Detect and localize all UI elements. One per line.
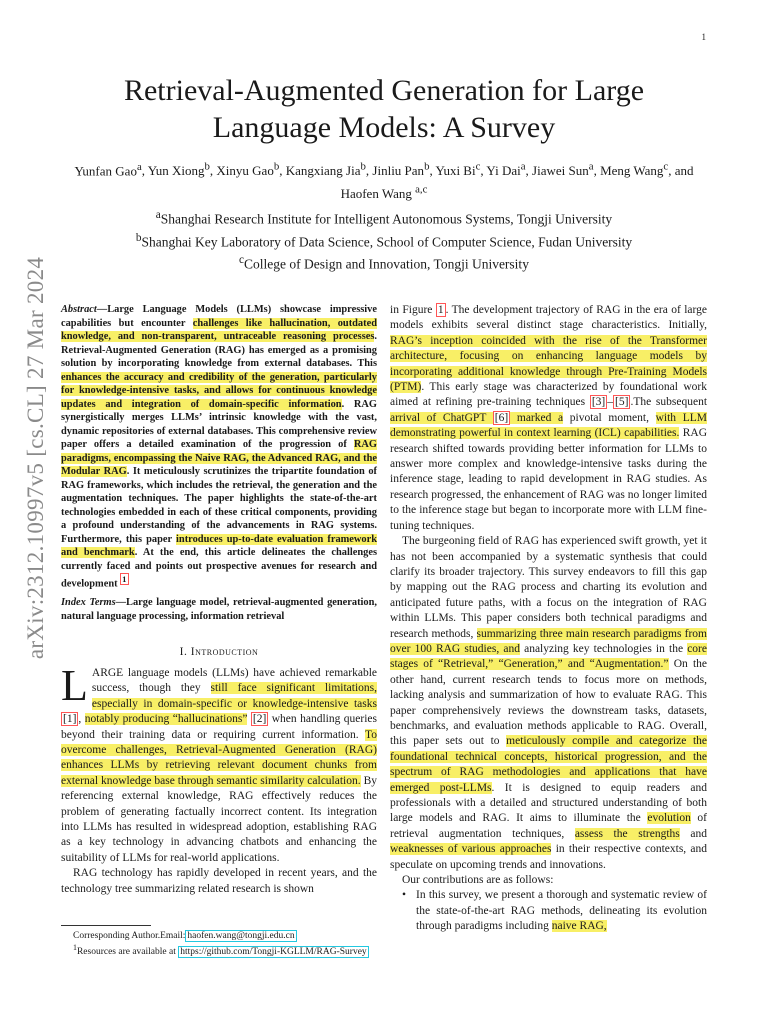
corresponding-label: Corresponding Author.Email:	[73, 931, 186, 941]
highlighted-text: enhances the accuracy and credibility of the generation, particularly for knowledge-intensive tasks, and allows for continuous knowledge updates and integration of domain-specific information	[61, 371, 377, 410]
affiliation-text: Shanghai Research Institute for Intelligent Autonomous Systems, Tongji University	[160, 211, 613, 227]
text-run: . It is designed to equip readers and professionals with a detailed and structured understanding of both large models and RAG. It aims to illuminate the	[390, 781, 707, 825]
citation-link[interactable]: [5]	[615, 396, 629, 409]
intro-paragraph-1	[61, 661, 378, 866]
author-affil-mark: a	[136, 161, 142, 173]
citation-link[interactable]: [3]	[591, 396, 606, 409]
highlighted-text: summarizing three main research paradigms from over 100 RAG studies, and	[390, 627, 707, 655]
index-terms	[61, 596, 377, 623]
abstract-body	[61, 304, 377, 589]
author-list	[70, 158, 698, 203]
arxiv-stamp	[16, 250, 56, 700]
citation-link[interactable]: [2]	[252, 713, 267, 726]
email-link[interactable]: haofen.wang@tongji.edu.cn	[187, 931, 295, 941]
text-run: of retrieval augmentation techniques,	[390, 812, 707, 840]
text-run: ARGE language models (LLMs) have achieved remarkable success, though they	[91, 667, 377, 695]
index-terms-text: —Large language model, retrieval-augmented generation, natural language processing, information retrieval	[61, 597, 377, 622]
text-run: .The subsequent	[630, 396, 708, 409]
highlighted-text: core stages of “Retrieval,” “Generation,” and “Augmentation.”	[390, 642, 707, 671]
affiliation-line	[90, 251, 678, 274]
highlighted-text: To overcome challenges, Retrieval-Augmented Generation (RAG) enhances LLMs by retrieving relevant document chunks from external knowledge base through semantic similarity calculation.	[61, 728, 377, 787]
author-affil-mark: b	[360, 161, 366, 173]
author-name: , Jiawei Sun	[525, 163, 589, 179]
highlighted-text: arrival of ChatGPT	[390, 411, 493, 424]
highlighted-text: evolution	[647, 812, 691, 825]
arxiv-stamp-text: arXiv:2312.10997v5 [cs.CL] 27 Mar 2024	[23, 256, 48, 660]
text-run: . The development trajectory of RAG in the era of large models exhibits several distinct stage characteristics. Initially,	[390, 304, 707, 332]
github-link[interactable]: https://github.com/Tongji-KGLLM/RAG-Survey	[180, 947, 367, 958]
author-name: , and Haofen Wang	[340, 163, 694, 201]
introduction-column	[61, 661, 378, 897]
text-run: and	[679, 827, 707, 840]
author-affil-mark: c	[475, 161, 481, 173]
citation-link[interactable]: 1	[437, 304, 444, 316]
author-name: , Yi Dai	[480, 163, 521, 179]
highlighted-text: marked a	[510, 411, 564, 424]
author-name: , Yun Xiong	[141, 163, 205, 179]
right-paragraph-2	[390, 534, 707, 873]
highlighted-text: meticulously compile and categorize the foundational technical concepts, historical progression, and the spectrum of RAG methodologies and applications that have emerged post-LLMs	[390, 735, 707, 794]
text-run: when handling queries beyond their training data or requiring current information.	[61, 713, 377, 741]
text-run: . It meticulously scrutinizes the tripartite foundation of RAG frameworks, which includes the retrieval, the generation and the augmentation techniques. The paper highlights the state-of-the-art technologies embedded in each of these critical components, providing a profound understanding of the advancements in RAG systems. Furthermore, this paper	[61, 466, 377, 545]
text-run: pivotal moment,	[563, 411, 656, 424]
right-paragraph-1	[390, 303, 707, 534]
author-affil-mark: a,c	[415, 183, 428, 196]
resources-label: Resources are available at	[76, 947, 179, 958]
contribution-bullet	[390, 888, 707, 934]
affiliation-mark: c	[239, 254, 245, 266]
contributions-intro: Our contributions are as follows:	[402, 874, 554, 887]
section-heading: I. Introduction	[179, 646, 259, 658]
paper-title: Retrieval-Augmented Generation for Large Language Models: A Survey	[123, 74, 645, 144]
highlighted-text: introduces up-to-date evaluation framework and benchmark	[61, 533, 377, 558]
highlighted-text: RAG’s inception coincided with the rise of the Transformer architecture, focusing on enhancing language models by incorporating additional knowledge through Pre-Training Models (PTM)	[390, 334, 707, 394]
author-name: , Kangxiang Jia	[279, 163, 361, 179]
citation-link[interactable]: [6]	[494, 411, 509, 424]
author-affil-mark: c	[663, 161, 669, 173]
text-run: The burgeoning field of RAG has experienced swift growth, yet it has not been accompanied by a systematic synthesis that could clarify its broader trajectory. This survey endeavors to fill this gap by mapping out the RAG process and charting its evolution and anticipated future paths, with a focus on the integration of RAG within LLMs. This paper considers both technical paradigms and research methods,	[390, 535, 707, 640]
right-column	[390, 303, 707, 935]
resources-footnote-mark: 1	[73, 943, 77, 952]
affiliation-line	[90, 206, 678, 229]
highlighted-text: challenges like hallucination, outdated knowledge, and non-transparent, untraceable reasoning processes	[61, 317, 377, 342]
author-affil-mark: b	[204, 161, 210, 173]
author-name: , Jinliu Pan	[365, 163, 425, 179]
text-run: in their respective contexts, and speculate on upcoming trends and innovations.	[390, 843, 707, 871]
bullet-icon: •	[402, 889, 407, 902]
text-run: . This early stage was characterized by foundational work aimed at refining pre-training techniques	[390, 381, 707, 409]
affiliation-mark: a	[155, 209, 161, 221]
affiliation-line	[90, 229, 678, 252]
affiliations	[90, 206, 678, 274]
abstract-label: Abstract	[61, 304, 97, 315]
affiliation-text: College of Design and Innovation, Tongji University	[244, 256, 529, 272]
abstract	[61, 303, 377, 591]
index-terms-label: Index Terms	[61, 597, 116, 608]
intro-paragraph-1-text	[61, 661, 378, 864]
highlighted-text: naive RAG,	[551, 920, 607, 933]
author-name: , Yuxi Bi	[429, 163, 476, 179]
footnotes	[61, 930, 377, 958]
footnote-mark-link[interactable]: 1	[122, 574, 127, 584]
highlighted-text: with LLM demonstrating powerful in context learning (ICL) capabilities.	[390, 411, 707, 440]
text-run: On the other hand, current research tends to focus more on methods, lacking analysis and summarization of how to evaluate RAG. This paper comprehensively reviews the downstream tasks, datasets, benchmarks, and evaluation methods applicable to RAG. Overall, this paper sets out to	[390, 658, 707, 748]
text-run: By referencing external knowledge, RAG effectively reduces the problem of generating factually incorrect content. Its integration into LLMs has resulted in widespread adoption, establishing RAG as a key technology in advancing chatbots and enhancing the suitability of LLMs for real-world applications.	[61, 774, 378, 864]
text-run: . At the end, this article delineates the challenges currently faced and points out prospective avenues for research and development	[61, 547, 378, 590]
citation-link[interactable]: [1]	[63, 713, 77, 726]
footnote-corresponding	[61, 930, 377, 942]
author-affil-mark: b	[424, 161, 430, 173]
text-run: RAG research shifted towards providing better information for LLMs to answer more complex and knowledge-intensive tasks during the inference stage, leading to rapid development in RAG studies. As research progressed, the enhancement of RAG was no longer limited to the inference stage but began to incorporate more with LLM fine-tuning techniques.	[390, 427, 707, 532]
page-number: 1	[701, 32, 706, 42]
author-affil-mark: b	[273, 161, 280, 173]
text-run: in Figure	[390, 304, 436, 316]
author-affil-mark: a	[588, 161, 594, 173]
text-run: . Retrieval-Augmented Generation (RAG) has emerged as a promising solution by incorporating knowledge from external databases. This	[61, 331, 377, 369]
footnote-rule	[61, 925, 151, 926]
text-run: analyzing key technologies in the	[519, 642, 688, 655]
affiliation-text: Shanghai Key Laboratory of Data Science, School of Computer Science, Fudan University	[141, 234, 633, 249]
text-run: ,	[78, 713, 85, 726]
highlighted-text: notably producing “hallucinations”	[84, 713, 248, 726]
highlighted-text: RAG paradigms, encompassing the Naive RAG, the Advanced RAG, and the Modular RAG	[61, 439, 377, 477]
intro-paragraph-2: RAG technology has rapidly developed in recent years, and the technology tree summarizing related research is shown	[61, 867, 377, 895]
author-name: Yunfan Gao	[74, 163, 137, 179]
affiliation-mark: b	[135, 231, 142, 244]
author-affil-mark: a	[520, 161, 526, 173]
author-rest	[142, 163, 694, 200]
text-run: —Large Language Models (LLMs) showcase impressive capabilities but encounter	[61, 304, 377, 329]
drop-cap: L	[61, 661, 88, 710]
highlighted-text: weaknesses of various approaches	[390, 843, 552, 856]
highlighted-text: still face significant limitations, especially in domain-specific or knowledge-intensive tasks	[91, 682, 378, 710]
highlighted-text: assess the strengths	[574, 827, 680, 840]
text-run: –	[607, 396, 614, 409]
author-name: , Xinyu Gao	[209, 163, 274, 179]
contribution-bullet-text	[416, 889, 707, 932]
author-name: , Meng Wang	[593, 163, 664, 179]
footnote-resources	[61, 942, 377, 958]
text-run: . RAG synergistically merges LLMs’ intrinsic knowledge with the vast, dynamic repositories of external databases. This comprehensive review paper offers a detailed examination of the progression of	[61, 398, 377, 450]
text-run: In this survey, we present a thorough and systematic review of the state-of-the-art RAG methods, delineating its evolution through paradigms including	[416, 889, 707, 933]
